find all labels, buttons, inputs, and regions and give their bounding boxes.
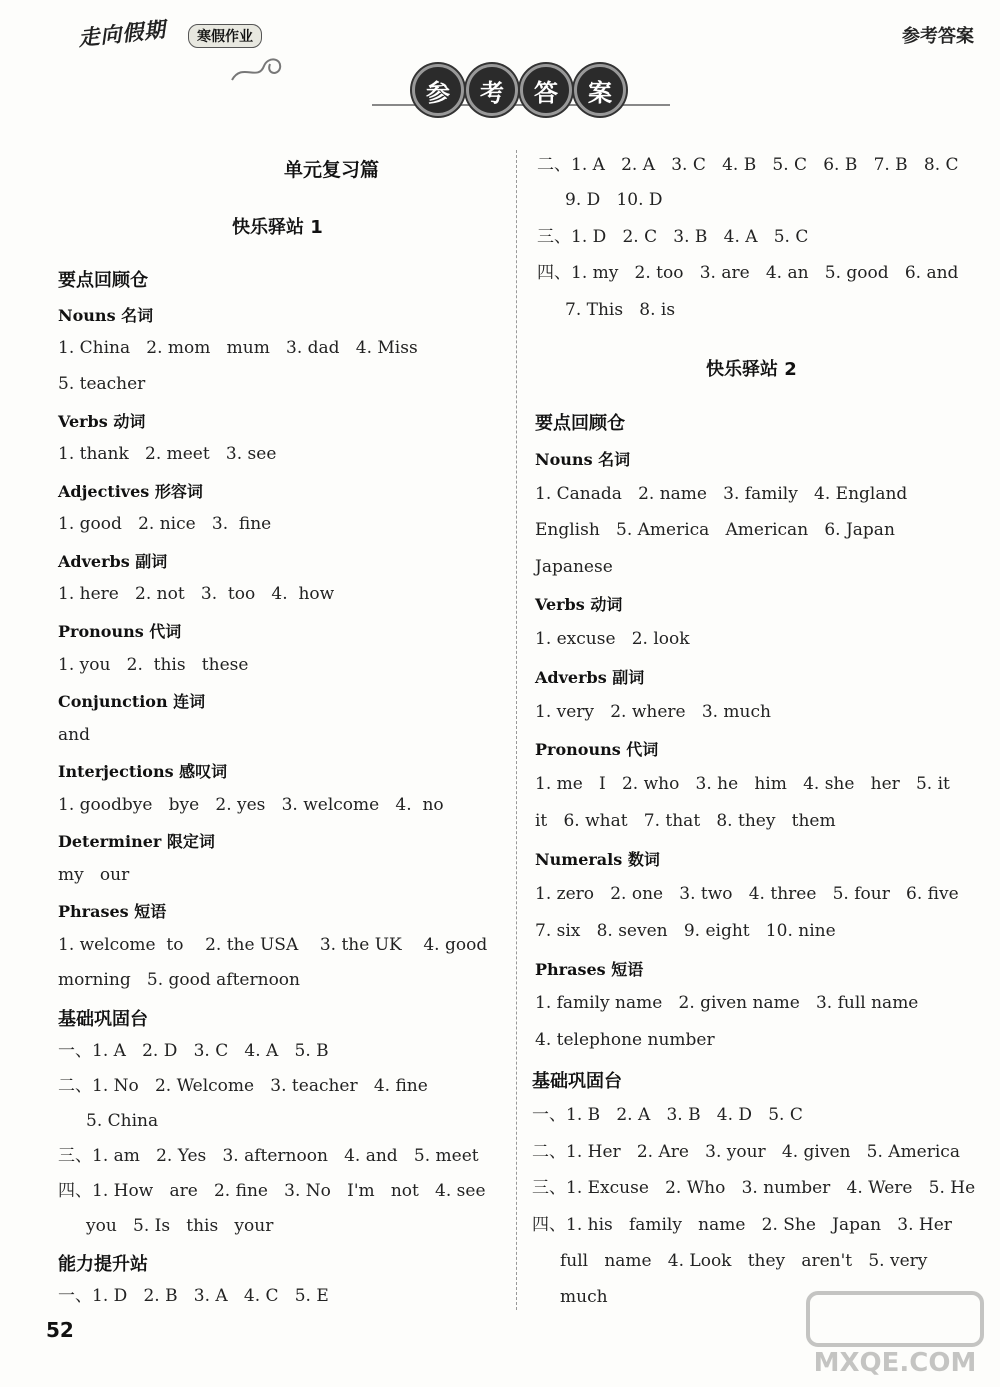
numerals-label: Numerals 数词 (535, 850, 660, 869)
corner-title: 参考答案 (902, 26, 974, 47)
determiner-label: Determiner 限定词 (58, 832, 215, 851)
station-1-title: 快乐驿站 1 (232, 217, 323, 238)
station-2-title: 快乐驿站 2 (706, 359, 797, 380)
answer-line: Japanese (535, 557, 613, 577)
answer-line: 1. zero 2. one 3. two 4. three 5. four 6. five (535, 884, 959, 904)
answer-line: 二、1. No 2. Welcome 3. teacher 4. fine (58, 1076, 428, 1096)
basic-title: 基础巩固台 (532, 1071, 622, 1092)
basic-title: 基础巩固台 (58, 1009, 148, 1030)
answer-line: 1. me I 2. who 3. he him 4. she her 5. it (535, 774, 950, 794)
answer-line: 一、1. A 2. D 3. C 4. A 5. B (58, 1041, 329, 1061)
phrases-label: Phrases 短语 (535, 960, 644, 979)
answer-line: 四、1. How are 2. fine 3. No I'm not 4. see (58, 1181, 486, 1201)
banner-seal-4: 案 (574, 64, 626, 116)
pronouns-label: Pronouns 代词 (58, 622, 182, 641)
ability-title: 能力提升站 (58, 1254, 148, 1275)
answer-line: you 5. Is this your (86, 1216, 274, 1236)
answer-line: 1. you 2. this these (58, 655, 249, 675)
answer-line: my our (58, 865, 130, 885)
answer-line: 二、1. A 2. A 3. C 4. B 5. C 6. B 7. B 8. C (537, 155, 959, 175)
adverbs-label: Adverbs 副词 (535, 668, 645, 687)
answer-line: 一、1. D 2. B 3. A 4. C 5. E (58, 1286, 329, 1306)
answer-line: English 5. America American 6. Japan (535, 520, 895, 540)
answer-line: 三、1. D 2. C 3. B 4. A 5. C (537, 227, 809, 247)
conjunction-label: Conjunction 连词 (58, 692, 206, 711)
key-points-title: 要点回顾仓 (535, 413, 625, 434)
watermark-text: MXQE.COM (813, 1348, 977, 1378)
swirl-decoration-icon (228, 52, 288, 86)
answer-line: it 6. what 7. that 8. they them (535, 811, 836, 831)
answer-line: 1. very 2. where 3. much (535, 702, 771, 722)
watermark-logo (800, 1289, 990, 1379)
banner-seal-1: 参 (412, 64, 464, 116)
answer-line: 二、1. Her 2. Are 3. your 4. given 5. America (532, 1142, 960, 1162)
answer-line: 1. Canada 2. name 3. family 4. England (535, 484, 908, 504)
verbs-label: Verbs 动词 (535, 595, 623, 614)
answer-line: 四、1. my 2. too 3. are 4. an 5. good 6. and (537, 263, 959, 283)
answer-line: 一、1. B 2. A 3. B 4. D 5. C (532, 1105, 803, 1125)
answer-line: 4. telephone number (535, 1030, 715, 1050)
banner-seal-3: 答 (520, 64, 572, 116)
answer-line: full name 4. Look they aren't 5. very (560, 1251, 928, 1271)
answer-line: 1. family name 2. given name 3. full name (535, 993, 919, 1013)
verbs-label: Verbs 动词 (58, 412, 146, 431)
adjectives-label: Adjectives 形容词 (58, 482, 203, 501)
answer-line: 三、1. am 2. Yes 3. afternoon 4. and 5. meet (58, 1146, 479, 1166)
section-title: 单元复习篇 (284, 159, 380, 181)
pronouns-label: Pronouns 代词 (535, 740, 659, 759)
answer-line: morning 5. good afternoon (58, 970, 300, 990)
answer-line: 四、1. his family name 2. She Japan 3. Her (532, 1215, 952, 1235)
brand-title: 走向假期 (77, 17, 168, 51)
nouns-label: Nouns 名词 (58, 306, 154, 325)
answer-line: 1. here 2. not 3. too 4. how (58, 584, 335, 604)
nouns-label: Nouns 名词 (535, 450, 631, 469)
answer-line: 9. D 10. D (565, 190, 663, 210)
answer-line: 5. China (86, 1111, 159, 1131)
answer-line: 5. teacher (58, 374, 146, 394)
answer-line: 1. good 2. nice 3. fine (58, 514, 272, 534)
answer-line: 1. goodbye bye 2. yes 3. welcome 4. no (58, 795, 444, 815)
column-divider (516, 150, 517, 1310)
answer-line: 1. welcome to 2. the USA 3. the UK 4. good (58, 935, 488, 955)
answer-line: 7. six 8. seven 9. eight 10. nine (535, 921, 836, 941)
answer-line: 1. excuse 2. look (535, 629, 690, 649)
page-number: 52 (46, 1318, 74, 1342)
interjections-label: Interjections 感叹词 (58, 762, 228, 781)
answer-line: 三、1. Excuse 2. Who 3. number 4. Were 5. He (532, 1178, 976, 1198)
answer-line: and (58, 725, 90, 745)
answer-line: 7. This 8. is (565, 300, 676, 320)
adverbs-label: Adverbs 副词 (58, 552, 168, 571)
key-points-title: 要点回顾仓 (58, 270, 148, 291)
phrases-label: Phrases 短语 (58, 902, 167, 921)
banner-seal-2: 考 (466, 64, 518, 116)
answer-line: 1. China 2. mom mum 3. dad 4. Miss (58, 338, 418, 358)
brand-subtitle: 寒假作业 (188, 24, 262, 48)
answer-line: 1. thank 2. meet 3. see (58, 444, 277, 464)
answer-line: much (560, 1287, 608, 1307)
